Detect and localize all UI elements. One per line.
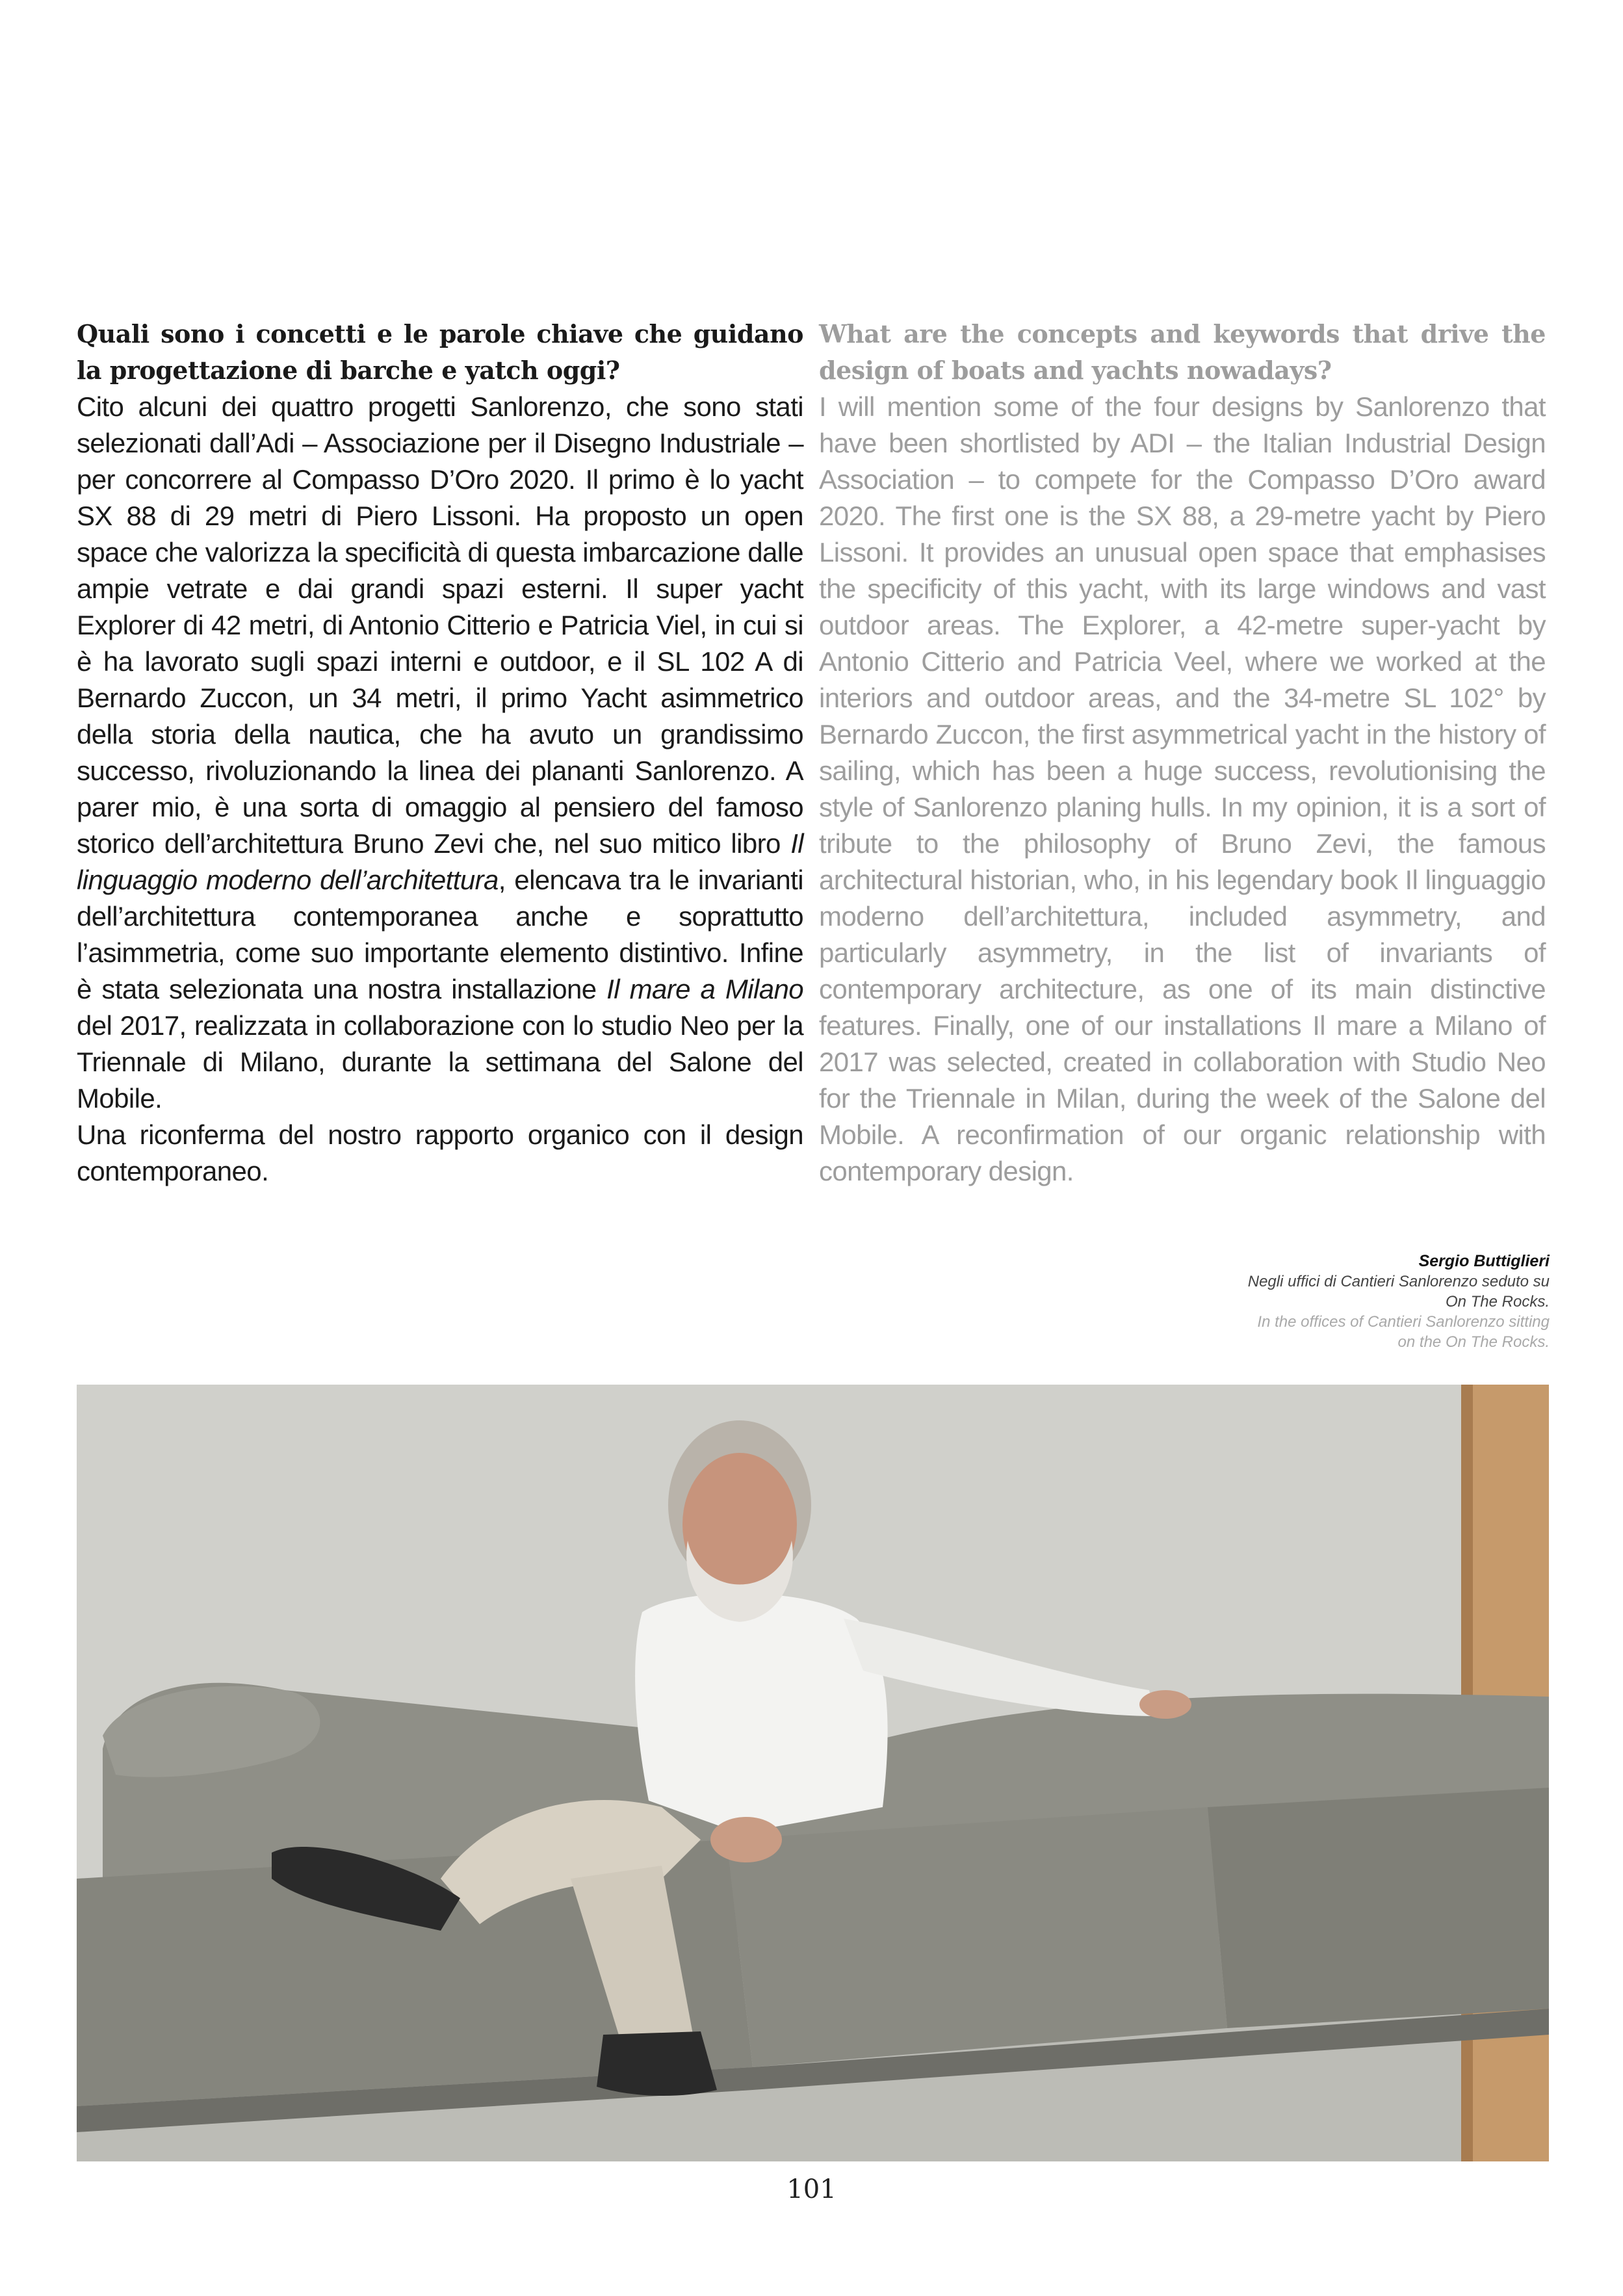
italian-answer-part1: Cito alcuni dei quattro progetti Sanlorenzo, che sono stati selezionati dall’Adi – Associazione per il Disegno Industriale – per concorrere al Compasso D’Oro 2020. Il primo è lo yacht SX 88 di 29 metri di Piero Lissoni. Ha proposto un open space che valorizza la specificità di questa imbarcazione dalle ampie vetrate e dai grandi spazi esterni. Il super yacht Explorer di 42 metri, di Antonio Citterio e Patricia Viel, in cui si è ha lavorato sugli spazi interni e outdoor, e il SL 102 A di Bernardo Zuccon, un 34 metri, il primo Yacht asimmetrico della storia della nautica, che ha avuto un grandissimo successo, rivoluzionando la linea dei plananti Sanlorenzo. A parer mio, è una sorta di omaggio al pensiero del famoso storico dell’architettura Bruno Zevi che, nel suo mitico libro [77,391,803,859]
english-answer: I will mention some of the four designs by Sanlorenzo that have been shortlisted by ADI – the Italian Industrial Design Association – to compete for the Compasso D’Oro award 2020. The first one is the SX 88, a 29-metre yacht by Piero Lissoni. It provides an unusual open space that emphasises the specificity of this yacht, with its large windows and vast outdoor areas. The Explorer, a 42-metre super-yacht by Antonio Citterio and Patricia Veel, where we worked at the interiors and outdoor areas, and the 34-metre SL 102° by Bernardo Zuccon, the first asymmetrical yacht in the history of sailing, which has been a huge success, revolutionising the style of Sanlorenzo planing hulls. In my opinion, it is a sort of tribute to the philosophy of Bruno Zevi, the famous architectural historian, who, in his legendary book Il linguaggio moderno dell’architettura, included asymmetry, and particularly asymmetry, in the list of invariants of contemporary architecture, as one of its main distinctive features. Finally, one of our installations Il mare a Milano of 2017 was selected, created in collaboration with Studio Neo for the Triennale in Milan, during the week of the Salone del Mobile. A reconfirmation of our organic relationship with contemporary design. [819,391,1546,1186]
caption-english-line2: on the On The Rocks. [1397,1333,1550,1351]
photo-caption [1147,1251,1550,1352]
sofa-seat-middle [727,1807,1227,2067]
man-hand-left [710,1817,782,1862]
man-hand-right [1139,1690,1191,1719]
portrait-photo [77,1385,1549,2161]
caption-english-line1: In the offices of Cantieri Sanlorenzo sitting [1257,1313,1550,1331]
italian-answer [77,389,803,1117]
english-column [819,316,1546,1190]
book-title: Il linguaggio moderno dell’architettura [77,828,803,895]
page-number: 101 [786,2174,837,2204]
installation-title: Il mare a Milano [606,974,804,1004]
caption-italian-line2: On The Rocks. [1445,1293,1550,1311]
portrait-illustration [77,1385,1549,2161]
caption-italian-line1: Negli uffici di Cantieri Sanlorenzo seduto su [1247,1273,1550,1290]
sofa-seat-right [1208,1788,1549,2028]
english-question: What are the concepts and keywords that drive the design of boats and yachts nowadays? [819,319,1546,385]
italian-answer-closing: Una riconferma del nostro rapporto organico con il design contemporaneo. [77,1119,803,1186]
caption-name: Sergio Buttiglieri [1418,1252,1550,1270]
italian-question: Quali sono i concetti e le parole chiave che guidano la progettazione di barche e yatch oggi? [77,319,803,385]
italian-column [77,316,803,1190]
italian-answer-part3: del 2017, realizzata in collaborazione con lo studio Neo per la Triennale di Milano, durante la settimana del Salone del Mobile. [77,1010,803,1114]
italian-answer-part2: , elencava tra le invarianti dell’architettura contemporanea anche e soprattutto l’asimmetria, come suo importante elemento distintivo. Infine è stata selezionata una nostra installazione [77,865,803,1004]
man-shoe-right [597,2031,717,2096]
